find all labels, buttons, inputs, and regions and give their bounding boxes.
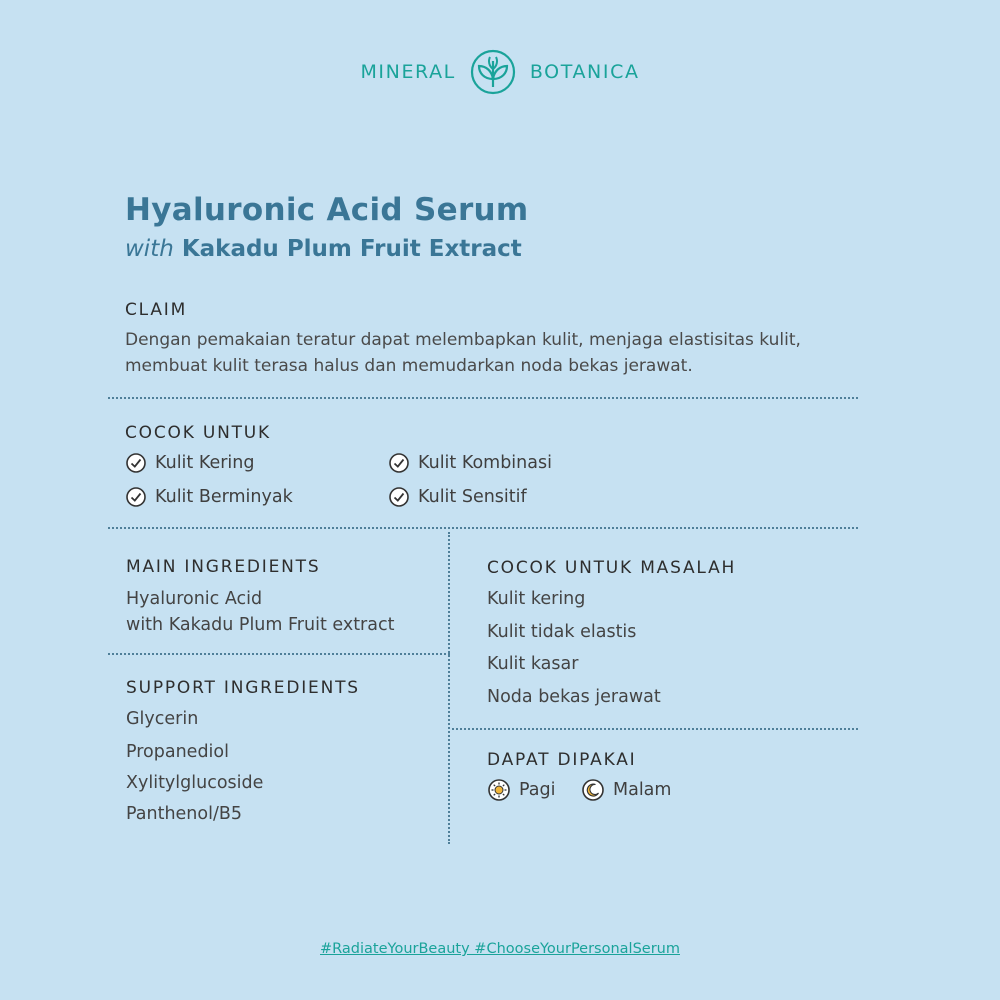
claim-line-2: membuat kulit terasa halus dan memudarkan noda bekas jerawat. <box>125 356 693 376</box>
list-item: Kulit tidak elastis <box>487 621 637 642</box>
skin-type-label: Kulit Berminyak <box>155 487 293 507</box>
leaf-logo-icon <box>470 49 516 95</box>
list-item: Kulit kasar <box>487 654 579 674</box>
list-item: Kulit kering <box>487 589 586 609</box>
dapat-dipakai-heading: DAPAT DIPAKAI <box>487 750 637 770</box>
check-badge-icon <box>125 452 147 474</box>
list-item: Panthenol/B5 <box>126 804 242 824</box>
skin-type-item <box>125 486 293 508</box>
concern-list <box>487 587 661 717</box>
brand-word-right: BOTANICA <box>529 61 640 83</box>
check-badge-icon <box>388 452 410 474</box>
usage-time-label: Malam <box>613 780 672 800</box>
divider-4 <box>452 728 858 730</box>
check-badge-icon <box>388 486 410 508</box>
claim-heading: CLAIM <box>125 300 188 320</box>
skin-type-label: Kulit Kering <box>155 453 255 473</box>
usage-time-label: Pagi <box>519 780 556 800</box>
claim-text <box>125 327 801 379</box>
skin-type-item <box>388 486 527 508</box>
cocok-untuk-masalah-heading: COCOK UNTUK MASALAH <box>487 558 737 578</box>
brand-header <box>0 52 1000 92</box>
list-item: Xylitylglucoside <box>126 772 264 793</box>
divider-3 <box>108 653 450 655</box>
skin-type-label: Kulit Kombinasi <box>418 453 552 473</box>
divider-2 <box>108 527 858 529</box>
main-ingredients-heading: MAIN INGREDIENTS <box>126 557 321 577</box>
skin-type-label: Kulit Sensitif <box>418 487 527 507</box>
list-item: Noda bekas jerawat <box>487 686 661 707</box>
cocok-untuk-heading: COCOK UNTUK <box>125 423 271 443</box>
claim-line-1: Dengan pemakaian teratur dapat melembapkan kulit, menjaga elastisitas kulit, <box>125 330 801 350</box>
usage-time-morning <box>487 778 555 802</box>
main-ingredient-line: with Kakadu Plum Fruit extract <box>126 615 395 635</box>
main-ingredient-line: Hyaluronic Acid <box>126 589 263 609</box>
sun-icon <box>487 778 511 802</box>
product-title: Hyaluronic Acid Serum <box>125 192 529 228</box>
product-subtitle <box>125 236 522 262</box>
brand-word-left: MINERAL <box>360 61 456 83</box>
support-ingredients-heading: SUPPORT INGREDIENTS <box>126 678 360 698</box>
usage-time-night <box>581 778 671 802</box>
list-item: Propanediol <box>126 741 229 762</box>
divider-1 <box>108 397 858 399</box>
subtitle-extract: Kakadu Plum Fruit Extract <box>181 236 522 262</box>
support-ingredients-list <box>126 707 263 835</box>
skin-type-item <box>125 452 254 474</box>
divider-vertical <box>448 532 450 844</box>
skin-type-item <box>388 452 552 474</box>
list-item: Glycerin <box>126 709 199 729</box>
hashtags-link[interactable]: #RadiateYourBeauty #ChooseYourPersonalSerum <box>320 941 680 957</box>
moon-icon <box>581 778 605 802</box>
check-badge-icon <box>125 486 147 508</box>
subtitle-with: with <box>125 236 174 262</box>
